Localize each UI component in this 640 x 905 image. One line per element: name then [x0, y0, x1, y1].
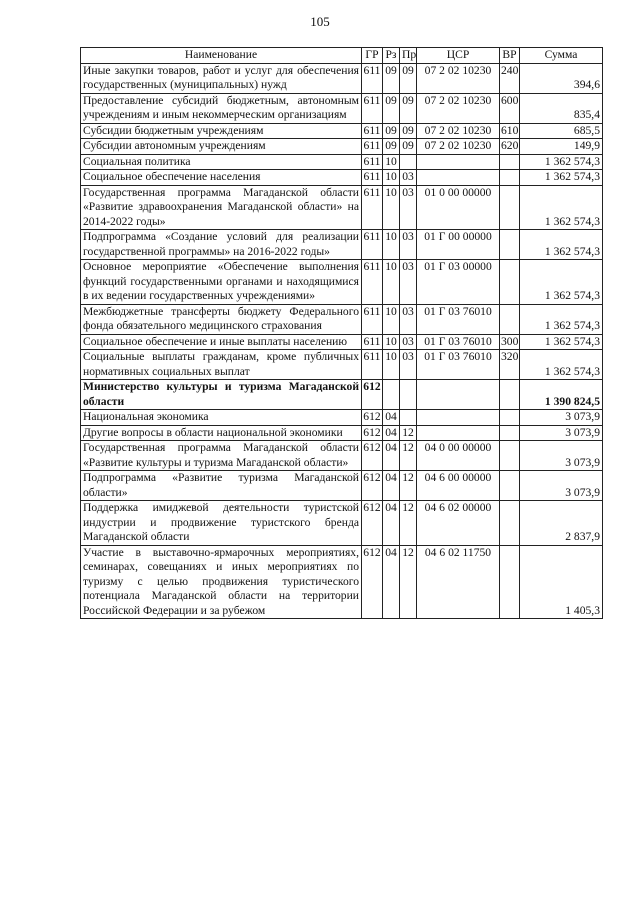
- cell-name: Социальное обеспечение и иные выплаты населению: [81, 334, 362, 350]
- cell-gr: 611: [362, 139, 383, 155]
- cell-rz: 04: [383, 471, 400, 501]
- cell-sum: 149,9: [520, 139, 603, 155]
- cell-vr: [500, 425, 520, 441]
- cell-pr: 12: [400, 425, 417, 441]
- cell-sum: 1 362 574,3: [520, 260, 603, 305]
- cell-rz: 10: [383, 170, 400, 186]
- cell-csr: [417, 410, 500, 426]
- table-row: [81, 545, 603, 619]
- cell-csr: 01 Г 03 76010: [417, 334, 500, 350]
- cell-pr: [400, 410, 417, 426]
- cell-name: Национальная экономика: [81, 410, 362, 426]
- cell-gr: 611: [362, 350, 383, 380]
- cell-gr: 612: [362, 380, 383, 410]
- cell-sum: 3 073,9: [520, 471, 603, 501]
- table-row: [81, 501, 603, 546]
- cell-pr: [400, 154, 417, 170]
- cell-gr: 611: [362, 185, 383, 230]
- column-header-csr: ЦСР: [417, 48, 500, 64]
- table-row: [81, 93, 603, 123]
- table-row: [81, 471, 603, 501]
- cell-csr: [417, 425, 500, 441]
- table-row: [81, 334, 603, 350]
- cell-name: Основное мероприятие «Обеспечение выполнения функций государственными органами и находящимися в их ведении государственных учреждениями»: [81, 260, 362, 305]
- cell-rz: 10: [383, 185, 400, 230]
- table-row: [81, 380, 603, 410]
- cell-pr: 03: [400, 170, 417, 186]
- cell-csr: 01 0 00 00000: [417, 185, 500, 230]
- cell-gr: 611: [362, 230, 383, 260]
- table-row: [81, 350, 603, 380]
- cell-sum: 1 390 824,5: [520, 380, 603, 410]
- cell-rz: 04: [383, 425, 400, 441]
- cell-gr: 612: [362, 471, 383, 501]
- cell-vr: [500, 380, 520, 410]
- cell-csr: 04 6 02 00000: [417, 501, 500, 546]
- cell-name: Государственная программа Магаданской области «Развитие здравоохранения Магаданской области» на 2014-2022 годы»: [81, 185, 362, 230]
- cell-csr: [417, 170, 500, 186]
- cell-vr: [500, 545, 520, 619]
- cell-sum: 1 362 574,3: [520, 185, 603, 230]
- cell-vr: [500, 501, 520, 546]
- cell-rz: 04: [383, 441, 400, 471]
- cell-name: Социальное обеспечение населения: [81, 170, 362, 186]
- cell-vr: [500, 170, 520, 186]
- cell-rz: 09: [383, 139, 400, 155]
- cell-rz: 10: [383, 230, 400, 260]
- cell-pr: 03: [400, 230, 417, 260]
- cell-name: Социальная политика: [81, 154, 362, 170]
- cell-gr: 611: [362, 93, 383, 123]
- cell-gr: 612: [362, 545, 383, 619]
- cell-csr: 07 2 02 10230: [417, 123, 500, 139]
- cell-rz: 10: [383, 260, 400, 305]
- cell-name: Государственная программа Магаданской области «Развитие культуры и туризма Магаданской области»: [81, 441, 362, 471]
- cell-name: Предоставление субсидий бюджетным, автономным учреждениям и иным некоммерческим организациям: [81, 93, 362, 123]
- cell-pr: 03: [400, 304, 417, 334]
- cell-rz: 04: [383, 410, 400, 426]
- cell-csr: 01 Г 03 00000: [417, 260, 500, 305]
- cell-csr: 01 Г 03 76010: [417, 304, 500, 334]
- cell-sum: 2 837,9: [520, 501, 603, 546]
- cell-name: Субсидии бюджетным учреждениям: [81, 123, 362, 139]
- table-row: [81, 170, 603, 186]
- cell-vr: [500, 154, 520, 170]
- cell-sum: 1 362 574,3: [520, 334, 603, 350]
- cell-name: Министерство культуры и туризма Магаданской области: [81, 380, 362, 410]
- column-header-vr: ВР: [500, 48, 520, 64]
- cell-vr: 620: [501, 139, 519, 152]
- cell-vr: 240: [500, 63, 520, 93]
- cell-gr: 612: [362, 441, 383, 471]
- cell-gr: 611: [362, 334, 383, 350]
- cell-name: Социальные выплаты гражданам, кроме публичных нормативных социальных выплат: [81, 350, 362, 380]
- cell-vr: 320: [500, 350, 520, 380]
- cell-gr: 612: [363, 425, 381, 439]
- cell-vr: [500, 230, 520, 260]
- cell-sum: 1 362 574,3: [520, 170, 603, 186]
- cell-pr: 12: [400, 441, 417, 471]
- cell-sum: 1 362 574,3: [520, 154, 603, 170]
- cell-vr: [500, 304, 520, 334]
- cell-name: Поддержка имиджевой деятельности туристской индустрии и продвижение туристского бренда Магаданской области: [81, 501, 362, 546]
- cell-gr: 611: [362, 170, 383, 186]
- column-header-name: Наименование: [81, 48, 362, 64]
- cell-rz: 04: [383, 501, 400, 546]
- cell-csr: [417, 380, 500, 410]
- cell-gr: 611: [362, 154, 383, 170]
- cell-csr: [417, 154, 500, 170]
- cell-name: Межбюджетные трансферты бюджету Федерального фонда обязательного медицинского страхования: [81, 304, 362, 334]
- cell-pr: 03: [400, 185, 417, 230]
- cell-vr: 610: [501, 123, 519, 137]
- cell-gr: 611: [362, 123, 383, 139]
- cell-csr: 07 2 02 10230: [417, 93, 500, 123]
- budget-table: [80, 47, 603, 619]
- cell-vr: [500, 471, 520, 501]
- cell-gr: 611: [362, 63, 383, 93]
- cell-vr: [500, 441, 520, 471]
- column-header-rz: Рз: [383, 48, 400, 64]
- cell-gr: 612: [363, 410, 381, 423]
- cell-gr: 611: [362, 260, 383, 305]
- cell-vr: [500, 185, 520, 230]
- column-header-sum: Сумма: [520, 48, 603, 64]
- table-row: [81, 410, 603, 426]
- page-number: 105: [310, 14, 330, 29]
- table-row: [81, 185, 603, 230]
- cell-name: Участие в выставочно-ярмарочных мероприятиях, семинарах, совещаниях и иных мероприятиях по туризму с целью продвижения туристического потенциала Магаданской области на территории Российской Федерации и за рубежом: [81, 545, 362, 619]
- column-header-gr: ГР: [362, 48, 383, 64]
- cell-name: Иные закупки товаров, работ и услуг для обеспечения государственных (муниципальных) нужд: [81, 63, 362, 93]
- table-row: [81, 63, 603, 93]
- cell-rz: 10: [383, 334, 400, 350]
- cell-vr: [500, 260, 520, 305]
- table-row: [81, 441, 603, 471]
- table-row: [81, 260, 603, 305]
- cell-name: Подпрограмма «Создание условий для реализации государственной программы» на 2016-2022 годы»: [81, 230, 362, 260]
- column-header-pr: Пр: [400, 48, 417, 64]
- cell-csr: 04 6 00 00000: [417, 471, 500, 501]
- table-row: [81, 230, 603, 260]
- cell-sum: 3 073,9: [520, 410, 603, 426]
- cell-sum: 1 362 574,3: [520, 230, 603, 260]
- cell-rz: 09: [383, 63, 400, 93]
- cell-sum: 1 362 574,3: [520, 350, 603, 380]
- cell-pr: 12: [400, 471, 417, 501]
- cell-csr: 04 6 02 11750: [417, 545, 500, 619]
- cell-sum: 3 073,9: [520, 441, 603, 471]
- cell-rz: 10: [383, 304, 400, 334]
- cell-pr: 03: [400, 350, 417, 380]
- cell-pr: 09: [400, 139, 417, 155]
- table-row: [81, 139, 603, 155]
- cell-vr: 600: [500, 93, 520, 123]
- cell-rz: 09: [383, 93, 400, 123]
- cell-gr: 611: [362, 304, 383, 334]
- cell-sum: 394,6: [520, 63, 603, 93]
- cell-rz: 10: [383, 350, 400, 380]
- cell-name: Другие вопросы в области национальной экономики: [81, 425, 362, 441]
- table-row: [81, 154, 603, 170]
- cell-csr: 04 0 00 00000: [417, 441, 500, 471]
- cell-csr: 01 Г 03 76010: [417, 350, 500, 380]
- cell-sum: 835,4: [520, 93, 603, 123]
- cell-vr: 300: [501, 334, 519, 348]
- cell-pr: 12: [400, 545, 417, 619]
- cell-csr: 07 2 02 10230: [417, 63, 500, 93]
- cell-pr: 09: [400, 123, 417, 139]
- cell-name: Подпрограмма «Развитие туризма Магаданской области»: [81, 471, 362, 501]
- cell-gr: 612: [362, 501, 383, 546]
- cell-name: Субсидии автономным учреждениям: [81, 139, 362, 155]
- cell-sum: 685,5: [520, 123, 603, 139]
- cell-pr: [400, 380, 417, 410]
- cell-csr: 07 2 02 10230: [417, 139, 500, 155]
- cell-vr: [500, 410, 520, 426]
- cell-csr: 01 Г 00 00000: [417, 230, 500, 260]
- cell-rz: [383, 380, 400, 410]
- table-row: [81, 425, 603, 441]
- cell-rz: 09: [383, 123, 400, 139]
- cell-pr: 03: [400, 334, 417, 350]
- cell-pr: 09: [400, 63, 417, 93]
- table-row: [81, 123, 603, 139]
- cell-rz: 04: [383, 545, 400, 619]
- cell-sum: 1 362 574,3: [520, 304, 603, 334]
- cell-pr: 12: [400, 501, 417, 546]
- cell-rz: 10: [383, 154, 400, 170]
- cell-sum: 3 073,9: [520, 425, 603, 441]
- cell-pr: 09: [400, 93, 417, 123]
- table-row: [81, 304, 603, 334]
- cell-sum: 1 405,3: [520, 545, 603, 619]
- table-body: [81, 63, 603, 619]
- cell-pr: 03: [400, 260, 417, 305]
- table-header-row: [81, 48, 603, 64]
